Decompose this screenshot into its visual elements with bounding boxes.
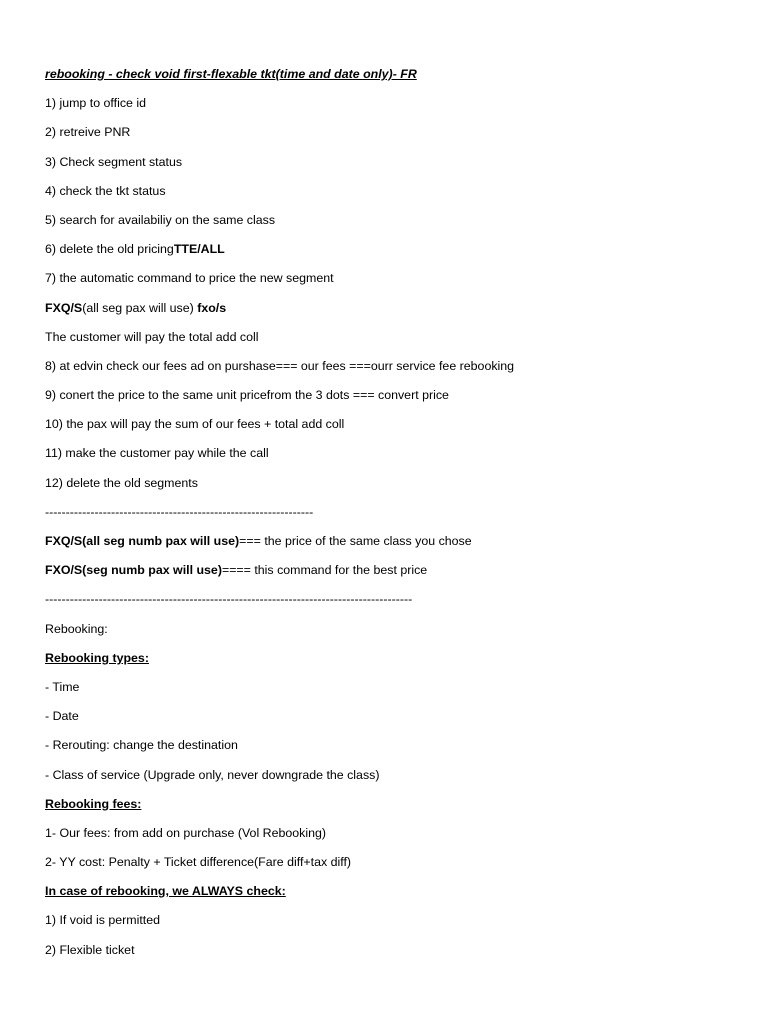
rebooking-type-item: - Date (45, 709, 79, 724)
rebooking-label: Rebooking: (45, 621, 108, 636)
command-fxq-desc: === the price of the same class you chose (239, 534, 472, 548)
step-item: 4) check the tkt status (45, 183, 166, 198)
fxo-command: fxo/s (197, 300, 227, 315)
step-item: 11) make the customer pay while the call (45, 446, 269, 461)
rebooking-type-item: - Class of service (Upgrade only, never downgrade the class) (45, 767, 380, 782)
rebooking-type-item: - Rerouting: change the destination (45, 738, 238, 753)
document-title: rebooking - check void first-flexable tkt(time and date only)- FR (45, 67, 417, 81)
command-fxq-definition (45, 531, 745, 560)
check-item: 2) Flexible ticket (45, 942, 135, 957)
fxq-note: (all seg pax will use) (82, 300, 198, 315)
fxq-command-line (45, 298, 745, 327)
customer-pay-note: The customer will pay the total add coll (45, 329, 259, 344)
rebooking-type-item: - Time (45, 679, 80, 694)
rebooking-fee-item: 1- Our fees: from add on purchase (Vol Rebooking) (45, 825, 327, 840)
command-fxo: FXO/S(seg numb pax will use) (45, 563, 222, 578)
document-page (45, 64, 745, 969)
step6-command: TTE/ALL (173, 242, 225, 257)
step-item: 10) the pax will pay the sum of our fees + total add coll (45, 417, 345, 432)
step-item: 12) delete the old segments (45, 475, 198, 490)
fxq-command: FXQ/S (45, 300, 83, 315)
rebooking-fee-item: 2- YY cost: Penalty + Ticket difference(Fare diff+tax diff) (45, 855, 352, 870)
command-fxo-desc: ==== this command for the best price (221, 563, 428, 578)
step-item: 8) at edvin check our fees ad on purshase=== our fees ===ourr service fee rebooking (45, 358, 515, 373)
separator-line: ----------------------------------------------------------------------------------------- (45, 592, 413, 607)
step-item: 2) retreive PNR (45, 125, 131, 140)
step-item-6 (45, 239, 745, 268)
step-item: 5) search for availabiliy on the same class (45, 212, 276, 227)
check-item: 1) If void is permitted (45, 913, 161, 928)
always-check-heading: In case of rebooking, we ALWAYS check: (45, 884, 286, 899)
step6-text: 6) delete the old pricing (45, 242, 174, 257)
step-item-7: 7) the automatic command to price the new segment (45, 271, 334, 286)
command-fxo-definition (45, 560, 745, 589)
step-item: 3) Check segment status (45, 154, 183, 169)
command-fxq: FXQ/S(all seg numb pax will use) (45, 534, 240, 548)
separator-line: ----------------------------------------------------------------- (45, 504, 314, 519)
step-item: 9) conert the price to the same unit pricefrom the 3 dots === convert price (45, 388, 449, 403)
rebooking-fees-heading: Rebooking fees: (45, 796, 142, 811)
step-item: 1) jump to office id (45, 96, 147, 111)
rebooking-types-heading: Rebooking types: (45, 650, 149, 665)
